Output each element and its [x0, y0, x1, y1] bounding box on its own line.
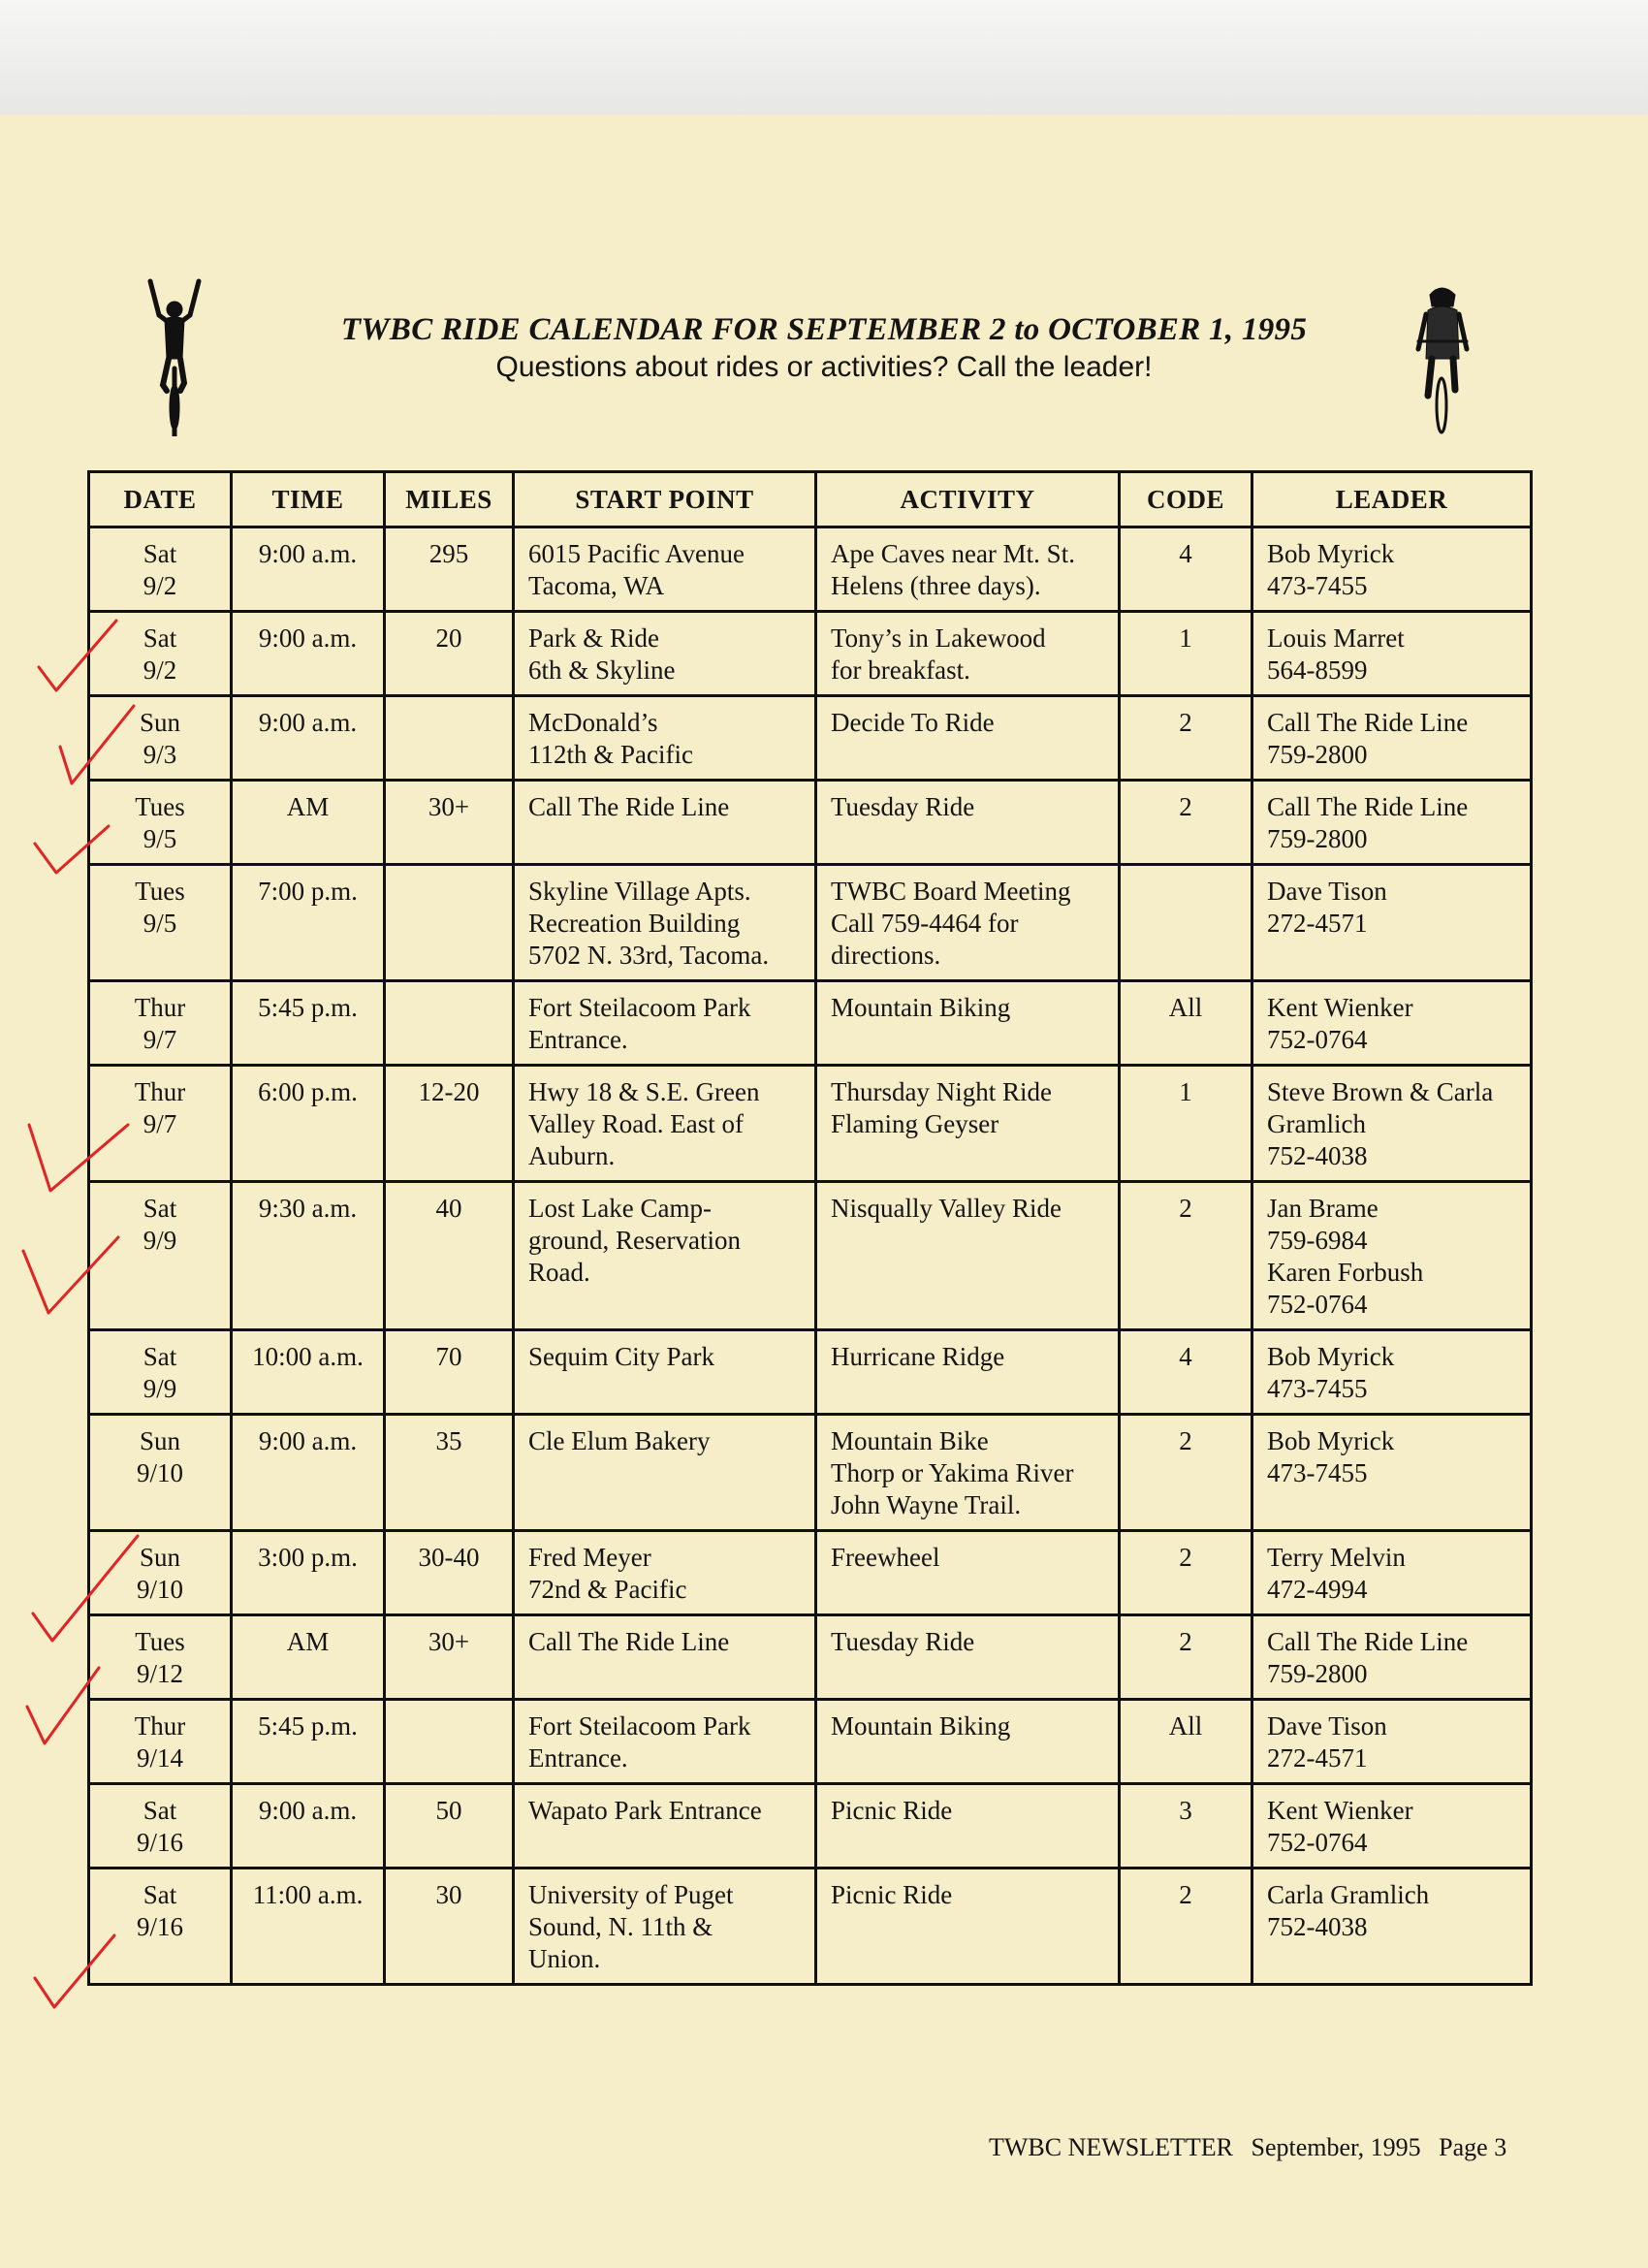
col-header-activity: ACTIVITY — [816, 472, 1120, 527]
checkmark-icon — [23, 1237, 118, 1313]
cell-leader-line: 752-4038 — [1267, 1141, 1368, 1170]
cell-activity — [816, 1531, 1120, 1615]
cell-date-line: Sun — [139, 1426, 181, 1455]
cell-start-point-line: Auburn. — [528, 1141, 616, 1170]
cell-start-point-line: Fred Meyer — [528, 1543, 651, 1572]
col-header-leader: LEADER — [1252, 472, 1532, 527]
table-row — [89, 1182, 1532, 1330]
cell-leader-line: 473-7455 — [1267, 571, 1368, 600]
cell-activity-line: Mountain Biking — [831, 993, 1011, 1022]
cell-start-point — [514, 1615, 816, 1700]
table-body — [89, 527, 1532, 1985]
cell-miles: 12-20 — [385, 1066, 514, 1182]
cell-start-point-line: Lost Lake Camp- — [528, 1194, 712, 1223]
cell-leader — [1252, 1182, 1532, 1330]
cell-date-line: Sat — [143, 1194, 177, 1223]
cell-activity-line: Flaming Geyser — [831, 1109, 999, 1138]
cyclist-riding-icon — [1410, 281, 1474, 436]
cell-leader-line: Kent Wienker — [1267, 1796, 1413, 1825]
cell-start-point-line: 72nd & Pacific — [528, 1575, 687, 1604]
cell-date-line: 9/9 — [143, 1226, 177, 1255]
cell-start-point-line: Fort Steilacoom Park — [528, 993, 751, 1022]
cell-date-line: 9/3 — [143, 740, 177, 769]
cell-activity — [816, 1615, 1120, 1700]
cell-date-line: Tues — [135, 792, 185, 821]
checkmark-icon — [27, 1668, 99, 1743]
checkmark-icon — [35, 1935, 114, 2007]
cell-leader-line: 473-7455 — [1267, 1374, 1368, 1403]
cell-activity-line: Tuesday Ride — [831, 1627, 975, 1656]
cell-activity-line: Mountain Biking — [831, 1711, 1011, 1741]
cell-date-line: Thur — [134, 1711, 186, 1741]
cell-leader — [1252, 612, 1532, 696]
cell-start-point — [514, 527, 816, 612]
footer-newsletter-name: TWBC NEWSLETTER — [989, 2133, 1234, 2161]
cell-activity — [816, 612, 1120, 696]
col-header-date: DATE — [89, 472, 232, 527]
cell-leader-line: 752-0764 — [1267, 1025, 1368, 1054]
cell-start-point-line: Road. — [528, 1258, 590, 1287]
cell-code: 3 — [1120, 1784, 1252, 1869]
cell-leader-line: Call The Ride Line — [1267, 1627, 1469, 1656]
cell-activity-line: Picnic Ride — [831, 1880, 953, 1909]
cell-leader-line: 564-8599 — [1267, 655, 1368, 685]
cell-miles: 20 — [385, 612, 514, 696]
cell-date-line: Sat — [143, 1342, 177, 1371]
cell-time: 9:00 a.m. — [232, 1784, 385, 1869]
cell-miles: 295 — [385, 527, 514, 612]
table-header-row — [89, 472, 1532, 527]
cell-date-line: 9/16 — [136, 1828, 183, 1857]
cell-leader-line: Dave Tison — [1267, 1711, 1387, 1741]
cell-code: 1 — [1120, 612, 1252, 696]
ride-calendar-table — [87, 470, 1533, 1986]
cell-activity — [816, 865, 1120, 981]
checkmark-icon — [35, 826, 109, 873]
cell-miles: 40 — [385, 1182, 514, 1330]
cell-start-point-line: Sequim City Park — [528, 1342, 715, 1371]
cell-leader-line: 759-2800 — [1267, 740, 1368, 769]
cell-activity — [816, 1415, 1120, 1531]
page-title: TWBC RIDE CALENDAR FOR SEPTEMBER 2 to OCTOBER 1, 1995 — [340, 312, 1308, 347]
cell-start-point-line: Cle Elum Bakery — [528, 1426, 711, 1455]
cell-start-point — [514, 612, 816, 696]
table-row — [89, 1869, 1532, 1985]
cell-miles — [385, 1700, 514, 1784]
checkmark-icon — [33, 1536, 138, 1641]
cell-start-point-line: Tacoma, WA — [528, 571, 665, 600]
cell-time: AM — [232, 781, 385, 865]
cell-activity — [816, 1182, 1120, 1330]
cell-miles: 35 — [385, 1415, 514, 1531]
cell-code: 2 — [1120, 781, 1252, 865]
cell-code: 2 — [1120, 1615, 1252, 1700]
cell-leader-line: 759-2800 — [1267, 1659, 1368, 1688]
cell-miles: 30-40 — [385, 1531, 514, 1615]
cell-leader — [1252, 696, 1532, 781]
cell-code: 2 — [1120, 696, 1252, 781]
cell-leader-line: Carla Gramlich — [1267, 1880, 1430, 1909]
cell-activity-line: Ape Caves near Mt. St. — [831, 539, 1075, 568]
col-header-start-point: START POINT — [514, 472, 816, 527]
cell-date-line: 9/10 — [136, 1575, 183, 1604]
cell-time: 9:00 a.m. — [232, 612, 385, 696]
cell-code: 2 — [1120, 1182, 1252, 1330]
cell-activity-line: Decide To Ride — [831, 708, 995, 737]
table-row — [89, 1531, 1532, 1615]
cell-activity — [816, 1066, 1120, 1182]
cell-leader-line: 752-4038 — [1267, 1912, 1368, 1941]
cell-code: 4 — [1120, 527, 1252, 612]
cell-activity-line: Call 759-4464 for — [831, 909, 1019, 938]
cell-leader — [1252, 1869, 1532, 1985]
cell-start-point — [514, 865, 816, 981]
cell-start-point-line: Hwy 18 & S.E. Green — [528, 1077, 760, 1106]
cell-activity-line: directions. — [831, 941, 941, 970]
cell-code: 2 — [1120, 1415, 1252, 1531]
cell-activity-line: Tuesday Ride — [831, 792, 975, 821]
cell-leader-line: Bob Myrick — [1267, 539, 1395, 568]
cell-miles: 30 — [385, 1869, 514, 1985]
table-row — [89, 981, 1532, 1066]
table-row — [89, 612, 1532, 696]
cell-leader — [1252, 781, 1532, 865]
cell-time: 7:00 p.m. — [232, 865, 385, 981]
cell-date-line: 9/10 — [136, 1458, 183, 1487]
cell-start-point — [514, 1066, 816, 1182]
cell-date-line: 9/9 — [143, 1374, 177, 1403]
col-header-code: CODE — [1120, 472, 1252, 527]
table-row — [89, 1784, 1532, 1869]
checkmark-icon — [60, 706, 134, 783]
cell-date-line: 9/2 — [143, 655, 177, 685]
checkmark-icon — [29, 1125, 128, 1191]
cell-leader-line: 472-4994 — [1267, 1575, 1368, 1604]
cell-leader-line: 759-6984 — [1267, 1226, 1368, 1255]
cell-activity — [816, 527, 1120, 612]
cell-start-point — [514, 1700, 816, 1784]
cell-date-line: 9/2 — [143, 571, 177, 600]
cell-date-line: 9/12 — [136, 1659, 183, 1688]
cell-start-point — [514, 1531, 816, 1615]
cell-code: All — [1120, 981, 1252, 1066]
cell-date-line: 9/5 — [143, 909, 177, 938]
cell-activity-line: Tony’s in Lakewood — [831, 623, 1046, 653]
cell-activity — [816, 781, 1120, 865]
table-row — [89, 527, 1532, 612]
cell-start-point — [514, 1182, 816, 1330]
cell-start-point — [514, 981, 816, 1066]
cell-activity-line: TWBC Board Meeting — [831, 877, 1071, 906]
cell-time: 9:00 a.m. — [232, 696, 385, 781]
cell-time: 11:00 a.m. — [232, 1869, 385, 1985]
table-row — [89, 1330, 1532, 1415]
cell-miles: 30+ — [385, 1615, 514, 1700]
cell-leader-line: Call The Ride Line — [1267, 792, 1469, 821]
cell-start-point-line: Entrance. — [528, 1025, 628, 1054]
cell-code: 4 — [1120, 1330, 1252, 1415]
cell-activity-line: Thursday Night Ride — [831, 1077, 1052, 1106]
cell-miles — [385, 865, 514, 981]
cell-start-point-line: Recreation Building — [528, 909, 741, 938]
cell-leader — [1252, 1415, 1532, 1531]
col-header-miles: MILES — [385, 472, 514, 527]
cell-leader — [1252, 1531, 1532, 1615]
cell-activity — [816, 1869, 1120, 1985]
cell-date-line: Tues — [135, 877, 185, 906]
table-row — [89, 865, 1532, 981]
cell-activity-line: Freewheel — [831, 1543, 940, 1572]
cell-leader-line: 759-2800 — [1267, 824, 1368, 853]
cell-leader-line: 752-0764 — [1267, 1290, 1368, 1319]
cell-activity — [816, 1784, 1120, 1869]
cell-code: 2 — [1120, 1531, 1252, 1615]
cell-start-point — [514, 781, 816, 865]
cell-activity — [816, 981, 1120, 1066]
cell-miles — [385, 981, 514, 1066]
cell-start-point-line: Call The Ride Line — [528, 1627, 730, 1656]
cell-leader-line: Call The Ride Line — [1267, 708, 1469, 737]
page-subtitle: Questions about rides or activities? Call the leader! — [495, 351, 1153, 383]
cell-activity-line: Thorp or Yakima River — [831, 1458, 1074, 1487]
handwritten-checkmarks — [0, 0, 194, 2268]
cell-leader-line: Bob Myrick — [1267, 1342, 1395, 1371]
cell-date-line: Sun — [139, 1543, 181, 1572]
cell-start-point-line: 112th & Pacific — [528, 740, 693, 769]
cell-activity-line: Helens (three days). — [831, 571, 1041, 600]
cell-start-point-line: McDonald’s — [528, 708, 658, 737]
table-row — [89, 1066, 1532, 1182]
cell-start-point — [514, 1330, 816, 1415]
table-row — [89, 781, 1532, 865]
cell-start-point-line: Entrance. — [528, 1743, 628, 1773]
cell-time: 9:30 a.m. — [232, 1182, 385, 1330]
cell-start-point-line: University of Puget — [528, 1880, 734, 1909]
cell-date-line: Sat — [143, 623, 177, 653]
cell-activity — [816, 1330, 1120, 1415]
cell-date-line: Tues — [135, 1627, 185, 1656]
cell-time: AM — [232, 1615, 385, 1700]
table-row — [89, 696, 1532, 781]
cell-start-point-line: Valley Road. East of — [528, 1109, 744, 1138]
col-header-time: TIME — [232, 472, 385, 527]
cell-leader — [1252, 1330, 1532, 1415]
cell-start-point-line: 6015 Pacific Avenue — [528, 539, 745, 568]
cell-start-point-line: Call The Ride Line — [528, 792, 730, 821]
cell-leader-line: Jan Brame — [1267, 1194, 1379, 1223]
cell-miles — [385, 696, 514, 781]
cell-activity — [816, 1700, 1120, 1784]
page-fold-shadow — [0, 0, 1648, 114]
cell-activity-line: Hurricane Ridge — [831, 1342, 1005, 1371]
cell-leader — [1252, 865, 1532, 981]
cell-time: 5:45 p.m. — [232, 1700, 385, 1784]
cell-leader — [1252, 527, 1532, 612]
cell-leader-line: 272-4571 — [1267, 909, 1368, 938]
cell-miles: 30+ — [385, 781, 514, 865]
cell-leader-line: Terry Melvin — [1267, 1543, 1406, 1572]
cell-time: 3:00 p.m. — [232, 1531, 385, 1615]
cell-start-point — [514, 1784, 816, 1869]
cell-activity-line: Nisqually Valley Ride — [831, 1194, 1062, 1223]
cell-start-point — [514, 696, 816, 781]
table-row — [89, 1615, 1532, 1700]
cell-activity-line: Picnic Ride — [831, 1796, 953, 1825]
cell-date-line: Sat — [143, 1880, 177, 1909]
cell-leader — [1252, 1700, 1532, 1784]
cell-leader-line: Kent Wienker — [1267, 993, 1413, 1022]
cell-leader-line: 272-4571 — [1267, 1743, 1368, 1773]
cell-leader — [1252, 1615, 1532, 1700]
cell-leader-line: Karen Forbush — [1267, 1258, 1424, 1287]
cell-leader — [1252, 981, 1532, 1066]
cell-code: 2 — [1120, 1869, 1252, 1985]
cell-date-line: Sun — [139, 708, 181, 737]
cell-miles: 50 — [385, 1784, 514, 1869]
cell-leader — [1252, 1784, 1532, 1869]
cell-leader-line: Dave Tison — [1267, 877, 1387, 906]
cell-date-line: Thur — [134, 993, 186, 1022]
cell-leader-line: Bob Myrick — [1267, 1426, 1395, 1455]
cell-start-point — [514, 1415, 816, 1531]
cell-activity — [816, 696, 1120, 781]
cell-start-point-line: Skyline Village Apts. — [528, 877, 751, 906]
cell-start-point-line: Park & Ride — [528, 623, 659, 653]
footer-issue-date: September, 1995 — [1251, 2133, 1421, 2161]
cell-code — [1120, 865, 1252, 981]
cell-leader-line: Gramlich — [1267, 1109, 1366, 1138]
cell-start-point-line: Sound, N. 11th & — [528, 1912, 713, 1941]
cell-start-point-line: Fort Steilacoom Park — [528, 1711, 751, 1741]
cell-date-line: 9/7 — [143, 1025, 177, 1054]
cell-leader-line: 473-7455 — [1267, 1458, 1368, 1487]
cell-leader-line: Louis Marret — [1267, 623, 1405, 653]
cell-start-point-line: Wapato Park Entrance — [528, 1796, 762, 1825]
cell-date-line: Thur — [134, 1077, 186, 1106]
cell-leader-line: 752-0764 — [1267, 1828, 1368, 1857]
cell-date-line: 9/14 — [136, 1743, 183, 1773]
cell-activity-line: John Wayne Trail. — [831, 1490, 1022, 1519]
cell-start-point-line: ground, Reservation — [528, 1226, 741, 1255]
cell-activity-line: Mountain Bike — [831, 1426, 989, 1455]
cell-date-line: 9/7 — [143, 1109, 177, 1138]
cell-time: 9:00 a.m. — [232, 1415, 385, 1531]
cell-time: 6:00 p.m. — [232, 1066, 385, 1182]
cell-date-line: 9/16 — [136, 1912, 183, 1941]
cell-start-point-line: Union. — [528, 1944, 601, 1973]
cell-leader-line: Steve Brown & Carla — [1267, 1077, 1494, 1106]
cell-miles: 70 — [385, 1330, 514, 1415]
cell-code: 1 — [1120, 1066, 1252, 1182]
page-footer — [989, 2133, 1532, 2162]
cell-date-line: 9/5 — [143, 824, 177, 853]
cell-activity-line: for breakfast. — [831, 655, 970, 685]
cell-time: 5:45 p.m. — [232, 981, 385, 1066]
cell-date-line: Sat — [143, 539, 177, 568]
cell-time: 10:00 a.m. — [232, 1330, 385, 1415]
cell-leader — [1252, 1066, 1532, 1182]
cell-code: All — [1120, 1700, 1252, 1784]
table-row — [89, 1700, 1532, 1784]
cell-start-point-line: 5702 N. 33rd, Tacoma. — [528, 941, 770, 970]
cell-start-point — [514, 1869, 816, 1985]
checkmark-icon — [39, 621, 116, 690]
footer-page-number: Page 3 — [1439, 2133, 1507, 2161]
cell-date-line: Sat — [143, 1796, 177, 1825]
cell-start-point-line: 6th & Skyline — [528, 655, 676, 685]
table-row — [89, 1415, 1532, 1531]
cell-time: 9:00 a.m. — [232, 527, 385, 612]
